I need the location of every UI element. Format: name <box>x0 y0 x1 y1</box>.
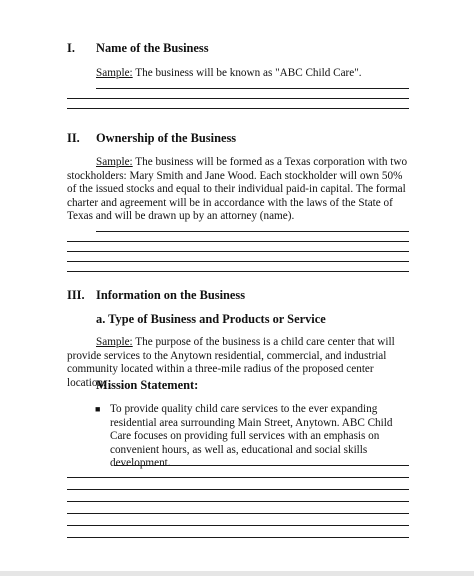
answer-line <box>67 98 409 99</box>
answer-line <box>96 88 409 89</box>
bullet-icon: ■ <box>95 404 101 414</box>
section-1-sample <box>96 67 416 81</box>
page-bottom-edge <box>0 571 474 576</box>
sample-label: Sample: <box>96 156 133 168</box>
answer-line <box>67 241 409 242</box>
section-2-sample <box>67 156 409 224</box>
section-2-title: Ownership of the Business <box>96 131 237 145</box>
sample-label: Sample: <box>96 67 133 79</box>
answer-line <box>96 231 409 232</box>
answer-line <box>67 537 409 538</box>
answer-line <box>67 108 409 109</box>
section-1-title: Name of the Business <box>96 41 209 55</box>
answer-line <box>67 251 409 252</box>
section-3-title: Information on the Business <box>96 288 246 302</box>
answer-line <box>67 261 409 262</box>
mission-bullet-text: To provide quality child care services to the ever expanding residential area surrounding Main Street, Anytown. ABC Child Care focuses on providing full services with an emphasis on convenient hours, as well as, educational and social skills development. <box>110 403 393 470</box>
sample-label: Sample: <box>96 336 133 348</box>
section-3-numeral: III. <box>67 288 85 302</box>
answer-line <box>67 489 409 490</box>
answer-line <box>67 501 409 502</box>
answer-line <box>67 477 409 478</box>
answer-line <box>67 525 409 526</box>
section-2-numeral: II. <box>67 131 80 145</box>
answer-line <box>67 513 409 514</box>
sample-text: The purpose of the business is a child care center that will provide services to the Anytown residential, commercial, and industrial community located within a three-mile radius of the proposed center location. <box>67 336 395 389</box>
subsection-a-title: a. Type of Business and Products or Service <box>96 312 326 326</box>
answer-line <box>114 465 409 466</box>
mission-statement-heading: Mission Statement: <box>96 378 199 392</box>
sample-text: The business will be formed as a Texas corporation with two stockholders: Mary Smith and Jane Wood. Each stockholder will own 50% of the issued stocks and equal to their individual paid-in capital. The formal charter and agreement will be in accordance with the laws of the State of Texas and will be drawn up by an attorney (name). <box>67 156 408 223</box>
section-1-numeral: I. <box>67 41 75 55</box>
answer-line <box>67 271 409 272</box>
sample-text: The business will be known as "ABC Child Care". <box>132 67 362 79</box>
